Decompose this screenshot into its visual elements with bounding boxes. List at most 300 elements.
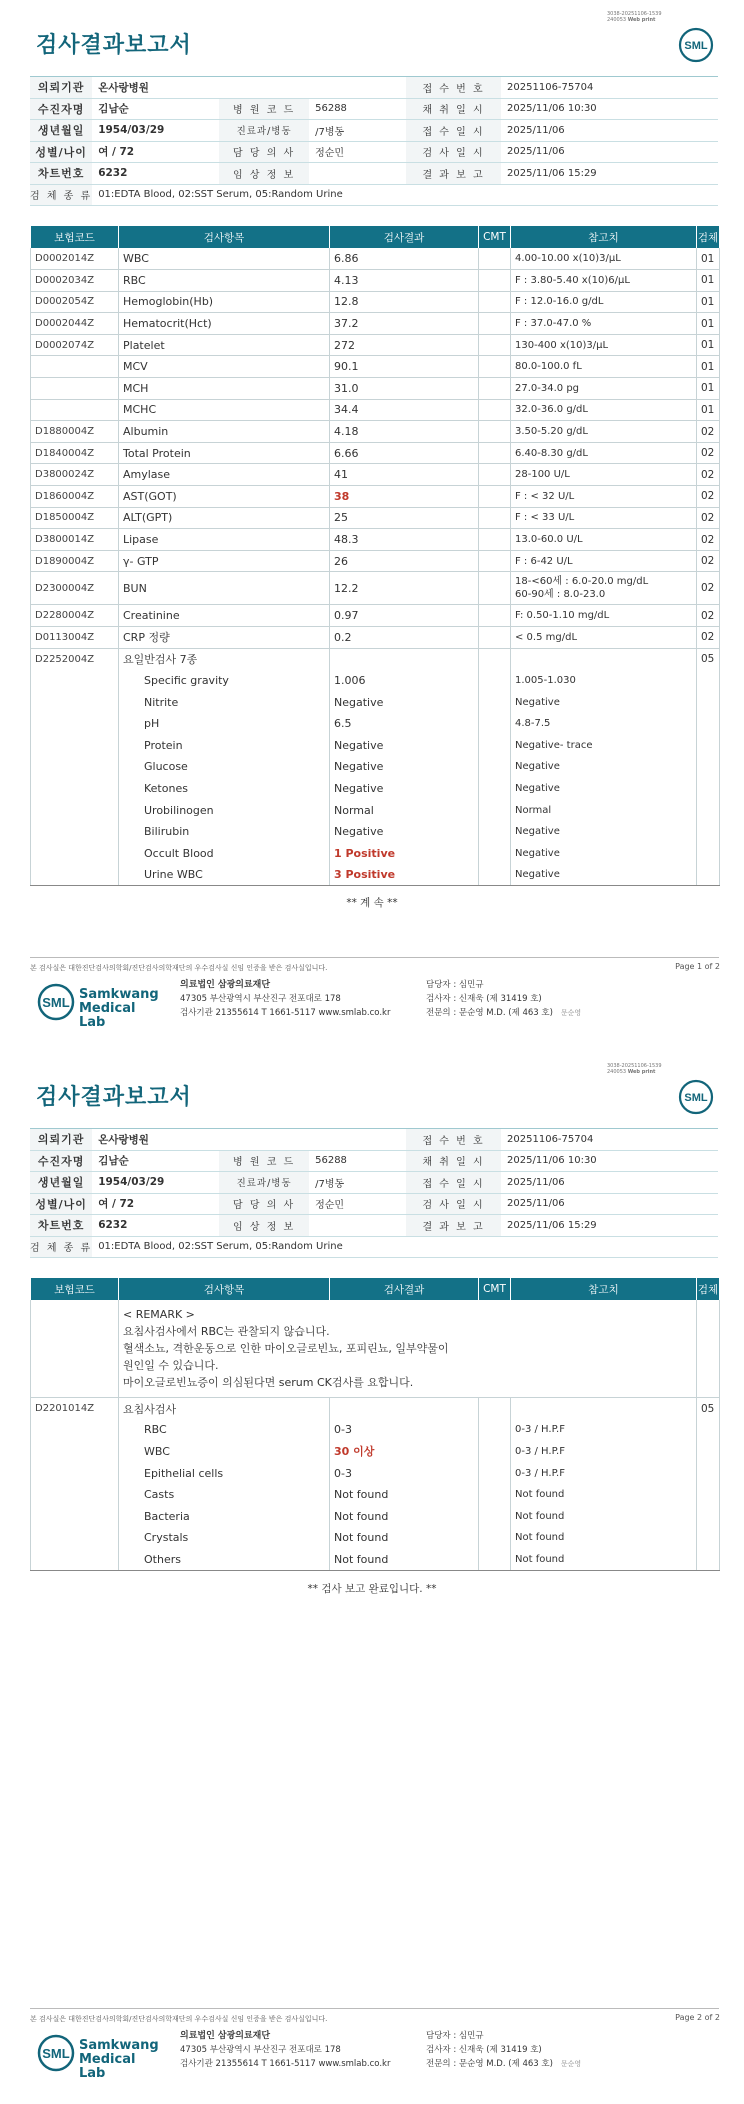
cmt-cell (479, 778, 511, 800)
cmt-cell (479, 1505, 511, 1527)
spec-cell: 02 (697, 572, 720, 605)
result-value: 26 (334, 554, 348, 568)
cmt-cell (479, 605, 511, 627)
cmt-cell (479, 421, 511, 443)
table-row (31, 778, 720, 800)
ref-cell (511, 648, 697, 670)
company-contact: 검사기관 21355614 T 1661-5117 www.smlab.co.kr (180, 1008, 391, 1018)
result-cell: 0-3 (330, 1419, 479, 1441)
ref-cell (511, 1398, 697, 1420)
cmt-cell (479, 313, 511, 335)
results-body-page2 (31, 1300, 720, 1570)
col-code-header: 보험코드 (31, 1278, 119, 1300)
table-row (31, 270, 720, 292)
ref-cell: < 0.5 mg/dL (511, 627, 697, 649)
spec-cell: 02 (697, 421, 720, 443)
footer-logo-text: SML (42, 995, 70, 1010)
clinical-value (309, 163, 406, 185)
ref-cell: F : 12.0-16.0 g/dL (511, 291, 697, 313)
reported-label: 결 과 보 고 (406, 163, 501, 185)
table-row (31, 334, 720, 356)
item-cell: γ- GTP (119, 550, 330, 572)
table-row (31, 421, 720, 443)
cmt-cell (479, 442, 511, 464)
table-row (31, 529, 720, 551)
specimen-label: 검 체 종 류 (30, 1236, 92, 1258)
collected-label: 채 취 일 시 (406, 1150, 501, 1172)
stamp-web: Web print (627, 17, 656, 23)
result-value: 25 (334, 511, 348, 525)
table-row (31, 1462, 720, 1484)
staff-info (426, 2029, 581, 2071)
cmt-cell (479, 1398, 511, 1420)
stamp-line1: 3038-20251106-1539 (607, 1063, 662, 1069)
item-cell: RBC (119, 270, 330, 292)
spec-cell: 01 (697, 291, 720, 313)
result-cell (330, 648, 479, 670)
table-row (31, 734, 720, 756)
hospital-code-value: 56288 (309, 1150, 406, 1172)
cmt-cell (479, 1549, 511, 1571)
clinical-label: 임 상 정 보 (219, 163, 309, 185)
result-cell (330, 334, 479, 356)
results-table-page1 (30, 226, 720, 886)
col-cmt-header: CMT (479, 226, 511, 248)
item-cell: WBC (119, 1441, 330, 1463)
table-row (31, 1441, 720, 1463)
logo-name-1: Samkwang (79, 987, 159, 1002)
result-cell (330, 572, 479, 605)
result-cell (330, 1398, 479, 1420)
code-cell (31, 713, 119, 735)
ref-cell: Negative (511, 691, 697, 713)
dob-value: 1954/03/29 (92, 120, 219, 142)
company-address: 47305 부산광역시 부산진구 전포대로 178 (180, 2045, 341, 2055)
cmt-cell (479, 572, 511, 605)
result-cell (330, 442, 479, 464)
table-row (31, 1484, 720, 1506)
item-cell: Urobilinogen (119, 799, 330, 821)
cmt-cell (479, 670, 511, 692)
dept-label: 진료과/병동 (219, 120, 309, 142)
cmt-cell (479, 821, 511, 843)
ref-cell: F : < 33 U/L (511, 507, 697, 529)
result-cell (330, 464, 479, 486)
samkwang-logo (36, 980, 166, 1030)
sex-age-label: 성별/나이 (30, 1193, 92, 1215)
clinical-label: 임 상 정 보 (219, 1215, 309, 1237)
item-cell: MCV (119, 356, 330, 378)
result-value: 34.4 (334, 403, 359, 417)
remark-line: 마이오글로빈뇨증이 의심된다면 serum CK검사를 요합니다. (123, 1376, 414, 1389)
page-number: Page 2 of 2 (675, 2013, 720, 2022)
item-cell: Protein (119, 734, 330, 756)
table-row (31, 1398, 720, 1420)
org-value: 온사랑병원 (92, 77, 406, 99)
panel-title-cell: 요침사검사 (119, 1398, 330, 1420)
result-cell (330, 550, 479, 572)
result-cell (330, 378, 479, 400)
result-cell: Not found (330, 1527, 479, 1549)
item-cell: Lipase (119, 529, 330, 551)
org-value: 온사랑병원 (92, 1129, 406, 1151)
spec-cell: 01 (697, 356, 720, 378)
continue-note: ** 계 속 ** (346, 897, 398, 909)
code-cell (31, 842, 119, 864)
spec-cell (697, 756, 720, 778)
item-cell: Bilirubin (119, 821, 330, 843)
code-cell (31, 821, 119, 843)
received-value: 2025/11/06 (501, 120, 718, 142)
code-cell (31, 1549, 119, 1571)
table-row (31, 864, 720, 886)
code-cell (31, 399, 119, 421)
cmt-cell (479, 648, 511, 670)
code-cell: D2300004Z (31, 572, 119, 605)
collected-label: 채 취 일 시 (406, 98, 501, 120)
cmt-cell (479, 1484, 511, 1506)
logo-text: SML (684, 40, 708, 52)
company-info (180, 978, 390, 1020)
result-cell (330, 627, 479, 649)
code-cell: D0002044Z (31, 313, 119, 335)
patient-info-table (30, 1128, 718, 1258)
spec-cell: 02 (697, 464, 720, 486)
page-title: 검사결과보고서 (36, 1085, 192, 1110)
spec-cell: 02 (697, 507, 720, 529)
cmt-cell (479, 1462, 511, 1484)
table-row (31, 550, 720, 572)
sex-age-label: 성별/나이 (30, 141, 92, 163)
chart-value: 6232 (92, 163, 219, 185)
results-table-page2 (30, 1278, 720, 1571)
spec-cell: 02 (697, 627, 720, 649)
result-value: 0.97 (334, 609, 359, 623)
ref-line-1: 18-<60세 : 6.0-20.0 mg/dL (515, 576, 649, 588)
ref-cell: 32.0-36.0 g/dL (511, 399, 697, 421)
ref-cell: 4.8-7.5 (511, 713, 697, 735)
spec-cell (697, 1300, 720, 1398)
item-cell: Casts (119, 1484, 330, 1506)
results-body-page1 (31, 248, 720, 886)
code-cell (31, 1300, 119, 1398)
code-cell: D1840004Z (31, 442, 119, 464)
item-cell: Epithelial cells (119, 1462, 330, 1484)
ref-cell: 1.005-1.030 (511, 670, 697, 692)
code-cell: D1880004Z (31, 421, 119, 443)
item-cell: Amylase (119, 464, 330, 486)
stamp-line1: 3038-20251106-1539 (607, 11, 662, 17)
cmt-cell (479, 507, 511, 529)
spec-cell (697, 778, 720, 800)
name-value: 김남순 (92, 98, 219, 120)
staff-tester: 검사자 : 신재욱 (제 31419 호) (426, 994, 542, 1004)
table-row (31, 507, 720, 529)
spec-cell: 01 (697, 313, 720, 335)
code-cell: D1860004Z (31, 486, 119, 508)
code-cell (31, 756, 119, 778)
spec-cell (697, 821, 720, 843)
patient-info-table (30, 76, 718, 206)
result-cell: 1.006 (330, 670, 479, 692)
item-cell: AST(GOT) (119, 486, 330, 508)
code-cell (31, 799, 119, 821)
spec-cell (697, 670, 720, 692)
col-item-header: 검사항목 (119, 1278, 330, 1300)
result-value: 0.2 (334, 630, 352, 644)
ref-cell: Negative (511, 864, 697, 886)
ref-cell: Not found (511, 1549, 697, 1571)
spec-cell (697, 842, 720, 864)
code-cell: D0002074Z (31, 334, 119, 356)
doctor-label: 담 당 의 사 (219, 141, 309, 163)
name-label: 수진자명 (30, 1150, 92, 1172)
result-cell (330, 399, 479, 421)
specialist-signature: 문순영 (560, 2060, 582, 2068)
col-cmt-header: CMT (479, 1278, 511, 1300)
item-cell: Glucose (119, 756, 330, 778)
stamp-line2: 240053 (607, 1069, 627, 1075)
footer-divider (30, 957, 719, 958)
cmt-cell (479, 464, 511, 486)
result-value: 272 (334, 338, 355, 352)
code-cell (31, 1441, 119, 1463)
code-cell: D0113004Z (31, 627, 119, 649)
col-ref-header: 참고치 (511, 226, 697, 248)
result-cell: Not found (330, 1484, 479, 1506)
company-name: 의료법인 삼광의료재단 (180, 2031, 271, 2041)
result-value: 12.2 (334, 581, 359, 595)
table-row (31, 1505, 720, 1527)
ref-cell: F : 37.0-47.0 % (511, 313, 697, 335)
sml-ring-icon (36, 982, 76, 1022)
stamp-line2: 240053 (607, 17, 627, 23)
spec-cell (697, 1441, 720, 1463)
code-cell (31, 670, 119, 692)
staff-info (426, 978, 581, 1020)
chart-value: 6232 (92, 1215, 219, 1237)
chart-label: 차트번호 (30, 1215, 92, 1237)
samkwang-logo (36, 2031, 166, 2081)
tested-label: 검 사 일 시 (406, 141, 501, 163)
col-spec-header: 검체 (697, 226, 720, 248)
spec-cell: 02 (697, 529, 720, 551)
result-cell: Not found (330, 1549, 479, 1571)
cmt-cell (479, 291, 511, 313)
result-value: 38 (334, 489, 350, 503)
name-value: 김남순 (92, 1150, 219, 1172)
code-cell (31, 378, 119, 400)
code-cell (31, 778, 119, 800)
spec-cell (697, 691, 720, 713)
table-row (31, 313, 720, 335)
result-cell: Negative (330, 821, 479, 843)
item-cell: Ketones (119, 778, 330, 800)
spec-cell: 01 (697, 248, 720, 270)
item-cell: Crystals (119, 1527, 330, 1549)
ref-cell: 4.00-10.00 x(10)3/μL (511, 248, 697, 270)
table-row (31, 486, 720, 508)
item-cell: Total Protein (119, 442, 330, 464)
cmt-cell (479, 756, 511, 778)
item-cell: Hemoglobin(Hb) (119, 291, 330, 313)
spec-cell: 01 (697, 270, 720, 292)
item-cell: Hematocrit(Hct) (119, 313, 330, 335)
result-cell (330, 270, 479, 292)
item-cell: Others (119, 1549, 330, 1571)
remark-line: 원인일 수 있습니다. (123, 1359, 219, 1372)
table-row (31, 378, 720, 400)
code-cell: D0002034Z (31, 270, 119, 292)
sex-age-value: 여 / 72 (92, 141, 219, 163)
specimen-value: 01:EDTA Blood, 02:SST Serum, 05:Random Urine (92, 184, 718, 206)
item-cell: Platelet (119, 334, 330, 356)
col-result-header: 검사결과 (330, 226, 479, 248)
sex-age-value: 여 / 72 (92, 1193, 219, 1215)
spec-cell (697, 1549, 720, 1571)
org-label: 의뢰기관 (30, 1129, 92, 1151)
ref-cell: Negative (511, 778, 697, 800)
code-cell: D2280004Z (31, 605, 119, 627)
code-cell (31, 1462, 119, 1484)
company-info (180, 2029, 390, 2071)
ref-cell: Negative (511, 842, 697, 864)
receipt-label: 접 수 번 호 (406, 1129, 501, 1151)
company-address: 47305 부산광역시 부산진구 전포대로 178 (180, 994, 341, 1004)
logo-name-1: Samkwang (79, 2038, 159, 2053)
spec-cell (697, 1462, 720, 1484)
cmt-cell (479, 270, 511, 292)
result-cell: Negative (330, 756, 479, 778)
item-cell: MCH (119, 378, 330, 400)
table-row (31, 1527, 720, 1549)
table-row (31, 248, 720, 270)
result-value: 6.86 (334, 252, 359, 266)
sml-ring-icon (36, 2033, 76, 2073)
table-row (31, 605, 720, 627)
item-cell: RBC (119, 1419, 330, 1441)
table-row (31, 756, 720, 778)
ref-cell: F : 3.80-5.40 x(10)6/μL (511, 270, 697, 292)
remark-line: 요침사검사에서 RBC는 관찰되지 않습니다. (123, 1325, 330, 1338)
result-cell: Negative (330, 778, 479, 800)
ref-cell: Not found (511, 1505, 697, 1527)
spec-cell (697, 713, 720, 735)
spec-cell (697, 1505, 720, 1527)
receipt-value: 20251106-75704 (501, 77, 718, 99)
col-result-header: 검사결과 (330, 1278, 479, 1300)
result-value: 4.18 (334, 425, 359, 439)
ref-cell: Normal (511, 799, 697, 821)
ref-cell: 27.0-34.0 pg (511, 378, 697, 400)
result-cell: 30 이상 (330, 1441, 479, 1463)
col-item-header: 검사항목 (119, 226, 330, 248)
doctor-label: 담 당 의 사 (219, 1193, 309, 1215)
hospital-code-value: 56288 (309, 98, 406, 120)
col-ref-header: 참고치 (511, 1278, 697, 1300)
tested-value: 2025/11/06 (501, 141, 718, 163)
code-cell (31, 1419, 119, 1441)
spec-cell (697, 1527, 720, 1549)
ref-cell: 3.50-5.20 g/dL (511, 421, 697, 443)
doctor-value: 정순민 (309, 1193, 406, 1215)
footer-divider (30, 2008, 719, 2009)
cmt-cell (479, 378, 511, 400)
cmt-cell (479, 713, 511, 735)
cmt-cell (479, 842, 511, 864)
result-cell (330, 248, 479, 270)
stamp-web: Web print (627, 1069, 656, 1075)
specialist-signature: 문순영 (560, 1009, 582, 1017)
receipt-label: 접 수 번 호 (406, 77, 501, 99)
table-row (31, 1549, 720, 1571)
cmt-cell (479, 1419, 511, 1441)
spec-cell: 02 (697, 442, 720, 464)
result-cell (330, 356, 479, 378)
table-row (31, 1419, 720, 1441)
dob-label: 생년월일 (30, 120, 92, 142)
result-cell: Normal (330, 799, 479, 821)
received-label: 접 수 일 시 (406, 1172, 501, 1194)
item-cell: Albumin (119, 421, 330, 443)
item-cell: MCHC (119, 399, 330, 421)
reported-label: 결 과 보 고 (406, 1215, 501, 1237)
code-cell (31, 864, 119, 886)
cmt-cell (479, 248, 511, 270)
spec-cell (697, 1484, 720, 1506)
table-row (31, 842, 720, 864)
result-value: 37.2 (334, 317, 359, 331)
col-spec-header: 검체 (697, 1278, 720, 1300)
tested-value: 2025/11/06 (501, 1193, 718, 1215)
code-cell (31, 1505, 119, 1527)
code-cell (31, 734, 119, 756)
result-value: 6.66 (334, 446, 359, 460)
code-cell (31, 1527, 119, 1549)
dob-value: 1954/03/29 (92, 1172, 219, 1194)
ref-cell: 130-400 x(10)3/μL (511, 334, 697, 356)
item-cell: Occult Blood (119, 842, 330, 864)
item-cell: ALT(GPT) (119, 507, 330, 529)
received-value: 2025/11/06 (501, 1172, 718, 1194)
cmt-cell (479, 734, 511, 756)
result-cell: 6.5 (330, 713, 479, 735)
ref-cell: F : 6-42 U/L (511, 550, 697, 572)
cmt-cell (479, 356, 511, 378)
panel-title-cell: 요일반검사 7종 (119, 648, 330, 670)
code-cell: D1850004Z (31, 507, 119, 529)
spec-cell (697, 799, 720, 821)
company-contact: 검사기관 21355614 T 1661-5117 www.smlab.co.kr (180, 2059, 391, 2069)
ref-cell: F: 0.50-1.10 mg/dL (511, 605, 697, 627)
col-code-header: 보험코드 (31, 226, 119, 248)
dept-value: /7병동 (309, 1172, 406, 1194)
table-row (31, 1300, 720, 1398)
staff-tester: 검사자 : 신재욱 (제 31419 호) (426, 2045, 542, 2055)
ref-cell: Negative (511, 821, 697, 843)
table-row (31, 799, 720, 821)
code-cell: D2252004Z (31, 648, 119, 670)
cmt-cell (479, 864, 511, 886)
reported-value: 2025/11/06 15:29 (501, 163, 718, 185)
result-value: 41 (334, 468, 348, 482)
cmt-cell (479, 529, 511, 551)
table-row (31, 399, 720, 421)
cmt-cell (479, 334, 511, 356)
cmt-cell (479, 550, 511, 572)
print-stamp (607, 1063, 662, 1075)
hospital-code-label: 병 원 코 드 (219, 1150, 309, 1172)
